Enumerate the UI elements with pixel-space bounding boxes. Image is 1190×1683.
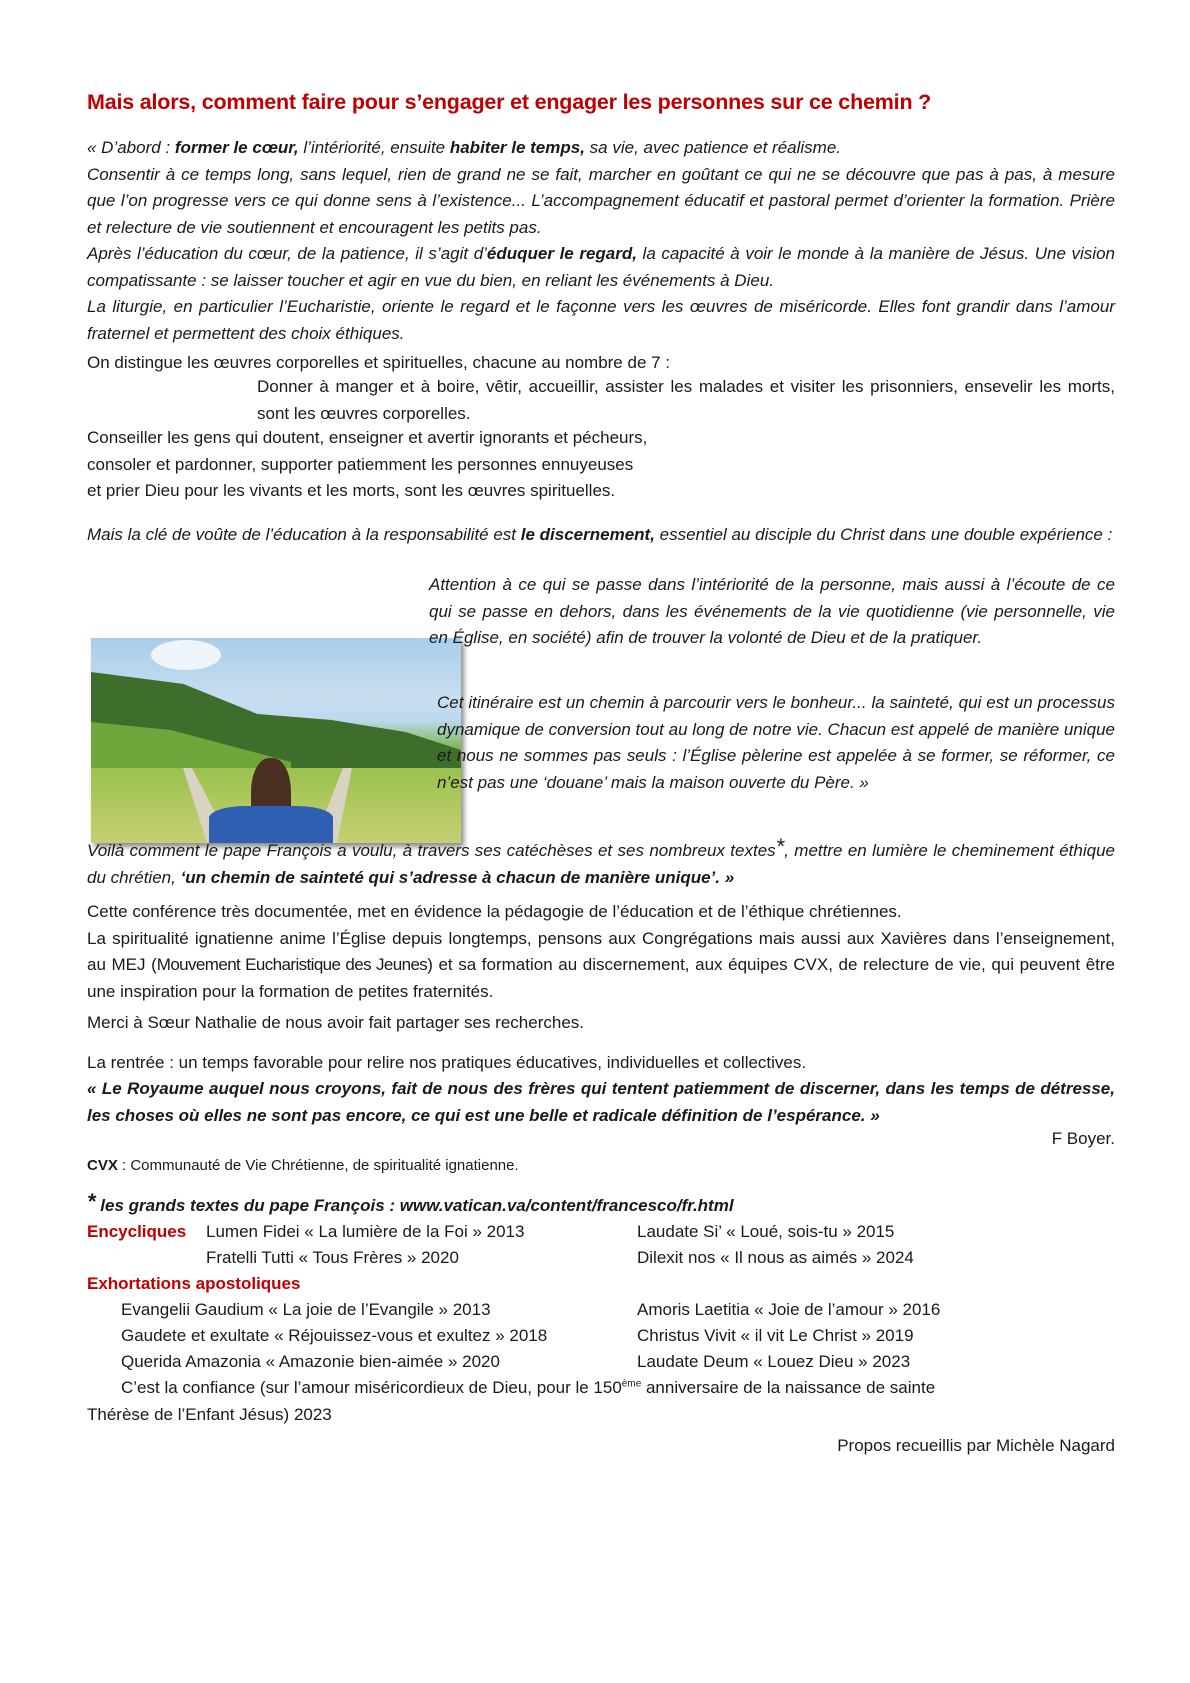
page-title: Mais alors, comment faire pour s’engager et engager les personnes sur ce chemin ? (87, 90, 932, 114)
attention-paragraph: Attention à ce qui se passe dans l’intériorité de la personne, mais aussi à l’écoute de ce qui se passe en dehors, dans les événements de la vie quotidienne (vie personnelle, vie en Église, en société) afin de trouver la volonté de Dieu et de la pratiquer. (429, 575, 1115, 647)
intro-liturgie: La liturgie, en particulier l’Eucharistie, oriente le regard et le façonne vers les œuvres de miséricorde. Elles font grandir dans l’amour fraternel et permettent des choix éthiques. (87, 297, 1115, 343)
footnote-star-icon: * (87, 1189, 96, 1214)
spiritual-works: Conseiller les gens qui doutent, enseigner et avertir ignorants et pécheurs, consoler et pardonner, supporter patiemment les personnes ennuyeuses et prier Dieu pour les vivants et les morts, sont les œuvres spirituelles. (87, 428, 648, 500)
pope-paragraph: Voilà comment le pape François a voulu, à travers ses catéchèses et ses nombreux textes*, mettre en lumière le cheminement éthique du chrétien, ‘un chemin de sainteté qui s’adresse à chacun de manière unique’. » (87, 834, 1115, 887)
royaume-quote: « Le Royaume auquel nous croyons, fait de nous des frères qui tentent patiemment de discerner, dans les temps de détresse, les choses où elles ne sont pas encore, ce qui est une belle et radicale définition de l’espérance. » (87, 1079, 1115, 1125)
conference-paragraph: Cette conférence très documentée, met en évidence la pédagogie de l’éducation et de l’éthique chrétiennes. La spiritualité ignatienne anime l’Église depuis longtemps, pensons aux Congrégations mais aussi aux Xavières dans l’enseignement, au MEJ (Mouvement Eucharistique des Jeunes) et sa formation au discernement, aux équipes CVX, de relecture de vie, qui peuvent être une inspiration pour la formation de petites fraternités. (87, 902, 1115, 1001)
encycliques-list: Encycliques Lumen Fidei « La lumière de la Foi » 2013 Laudate Si’ « Loué, sois-tu » 2015 (87, 1222, 895, 1241)
quote-author: F Boyer. (1051, 1129, 1115, 1148)
crossroads-photo (91, 638, 461, 843)
thanks-line: Merci à Sœur Nathalie de nous avoir fait partager ses recherches. (87, 1013, 585, 1032)
footnote-star-icon: * (775, 834, 785, 859)
discernment-paragraph: Mais la clé de voûte de l’éducation à la responsabilité est le discernement, essentiel au disciple du Christ dans une double expérience : (87, 525, 1113, 544)
intro-consentir: Consentir à ce temps long, sans lequel, rien de grand ne se fait, marcher en goûtant ce qui ne se découvre que pas à pas, à mesure que l’on progresse vers ce qui donne sens à l’existence... L’accompagnement éducatif et pastoral permet d’orienter la formation. Prière et relecture de vie soutiennent et encouragent les petits pas. (87, 164, 1115, 237)
intro-paragraph: « D’abord : former le cœur, l’intériorité, ensuite habiter le temps, sa vie, avec patience et réalisme. Consentir à ce temps long, sans lequel, rien de grand ne se fait, marcher en goûtant ce qui ne se découvre que pas à pas, à mesure que l’on progresse vers ce qui donne sens à l’existence... L’accompagnement éducatif et pastoral permet d’orienter la formation. Prière et relecture de vie soutiennent et encouragent les petits pas. Après l’éducation du cœur, de la patience, il s’agit d’éduquer le regard, la capacité à voir le monde à la manière de Jésus. Une vision compatissante : se laisser toucher et agir en vue du bien, en reliant les événements à Dieu. La liturgie, en particulier l’Eucharistie, oriente le regard et le façonne vers les œuvres de miséricorde. Elles font grandir dans l’amour fraternel et permettent des choix éthiques. (87, 135, 1115, 347)
rentree-line: La rentrée : un temps favorable pour relire nos pratiques éducatives, individuelles et collectives. (87, 1053, 807, 1072)
signature: Propos recueillis par Michèle Nagard (837, 1436, 1115, 1455)
cvx-definition: CVX : Communauté de Vie Chrétienne, de spiritualité ignatienne. (87, 1157, 519, 1174)
exhortations-label: Exhortations apostoliques (87, 1274, 301, 1293)
corporal-works: Donner à manger et à boire, vêtir, accueillir, assister les malades et visiter les prisonniers, ensevelir les morts, sont les œuvres corporelles. (257, 377, 1115, 423)
texts-heading: * les grands textes du pape François : www.vatican.va/content/francesco/fr.html (87, 1189, 734, 1215)
works-intro: On distingue les œuvres corporelles et spirituelles, chacune au nombre de 7 : (87, 353, 671, 372)
itinerary-paragraph: Cet itinéraire est un chemin à parcourir vers le bonheur... la sainteté, qui est un processus dynamique de conversion tout au long de notre vie. Chacun est appelé de manière unique et nous ne sommes pas seuls : l’Église pèlerine est appelée à se former, se réformer, ce n’est pas une ‘douane’ mais la maison ouverte du Père. » (437, 693, 1115, 792)
confiance-line: C’est la confiance (sur l’amour miséricordieux de Dieu, pour le 150ème anniversaire de la naissance de sainte Thérèse de l’Enfant Jésus) 2023 (87, 1378, 936, 1424)
encycliques-label: Encycliques (87, 1222, 187, 1241)
